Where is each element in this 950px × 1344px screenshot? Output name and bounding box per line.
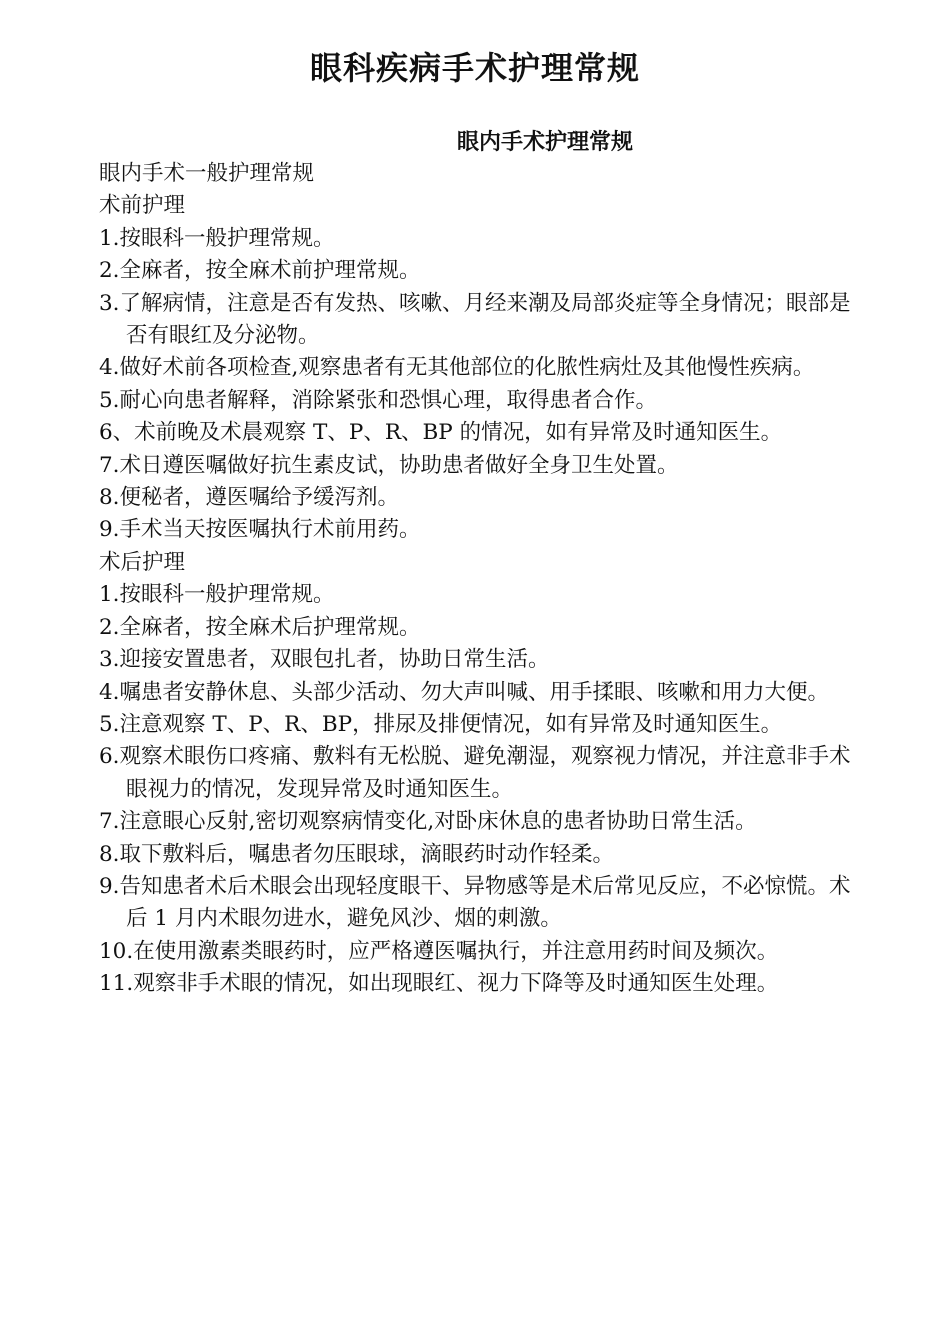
post-op-item: 7.注意眼心反射,密切观察病情变化,对卧床休息的患者协助日常生活。	[99, 809, 757, 835]
document-title: 眼科疾病手术护理常规	[309, 49, 640, 87]
pre-op-item: 4.做好术前各项检查,观察患者有无其他部位的化脓性病灶及其他慢性疾病。	[99, 355, 815, 381]
pre-op-item: 9.手术当天按医嘱执行术前用药。	[99, 517, 421, 543]
pre-op-item: 5.耐心向患者解释，消除紧张和恐惧心理，取得患者合作。	[99, 387, 658, 413]
section-title: 眼内手术护理常规	[456, 129, 633, 155]
post-op-item: 10.在使用激素类眼药时，应严格遵医嘱执行，并注意用药时间及频次。	[99, 938, 779, 964]
post-op-item: 6.观察术眼伤口疼痛、敷料有无松脱、避免潮湿，观察视力情况，并注意非手术眼视力的情况，发现异常及时通知医生。	[99, 744, 851, 802]
pre-op-item: 3.了解病情，注意是否有发热、咳嗽、月经来潮及局部炎症等全身情况；眼部是否有眼红及分泌物。	[99, 290, 851, 349]
post-op-item: 1.按眼科一般护理常规。	[99, 582, 335, 608]
pre-op-item: 1.按眼科一般护理常规。	[99, 225, 335, 251]
post-op-item: 5.注意观察 T、P、R、BP，排尿及排便情况，如有异常及时通知医生。	[99, 711, 783, 737]
post-op-item: 11.观察非手术眼的情况，如出现眼红、视力下降等及时通知医生处理。	[99, 971, 779, 997]
post-op-item: 4.嘱患者安静休息、头部少活动、勿大声叫喊、用手揉眼、咳嗽和用力大便。	[99, 679, 830, 705]
post-op-item: 3.迎接安置患者，双眼包扎者，协助日常生活。	[99, 647, 550, 673]
pre-op-item: 6、术前晚及术晨观察 T、P、R、BP 的情况，如有异常及时通知医生。	[99, 420, 783, 446]
pre-op-heading: 术前护理	[99, 193, 186, 219]
pre-op-item: 8.便秘者，遵医嘱给予缓泻剂。	[99, 485, 400, 511]
post-op-item: 2.全麻者，按全麻术后护理常规。	[99, 614, 421, 640]
pre-op-item: 2.全麻者，按全麻术前护理常规。	[99, 258, 421, 284]
pre-op-item: 7.术日遵医嘱做好抗生素皮试，协助患者做好全身卫生处置。	[99, 452, 679, 478]
post-op-item: 8.取下敷料后，嘱患者勿压眼球，滴眼药时动作轻柔。	[99, 841, 615, 867]
subsection-title: 眼内手术一般护理常规	[99, 161, 315, 186]
post-op-heading: 术后护理	[99, 549, 186, 575]
document-body	[99, 158, 856, 1001]
post-op-item: 9.告知患者术后术眼会出现轻度眼干、异物感等是术后常见反应，不必惊慌。术后 1 月内术眼勿进水，避免风沙、烟的刺激。	[99, 873, 851, 932]
